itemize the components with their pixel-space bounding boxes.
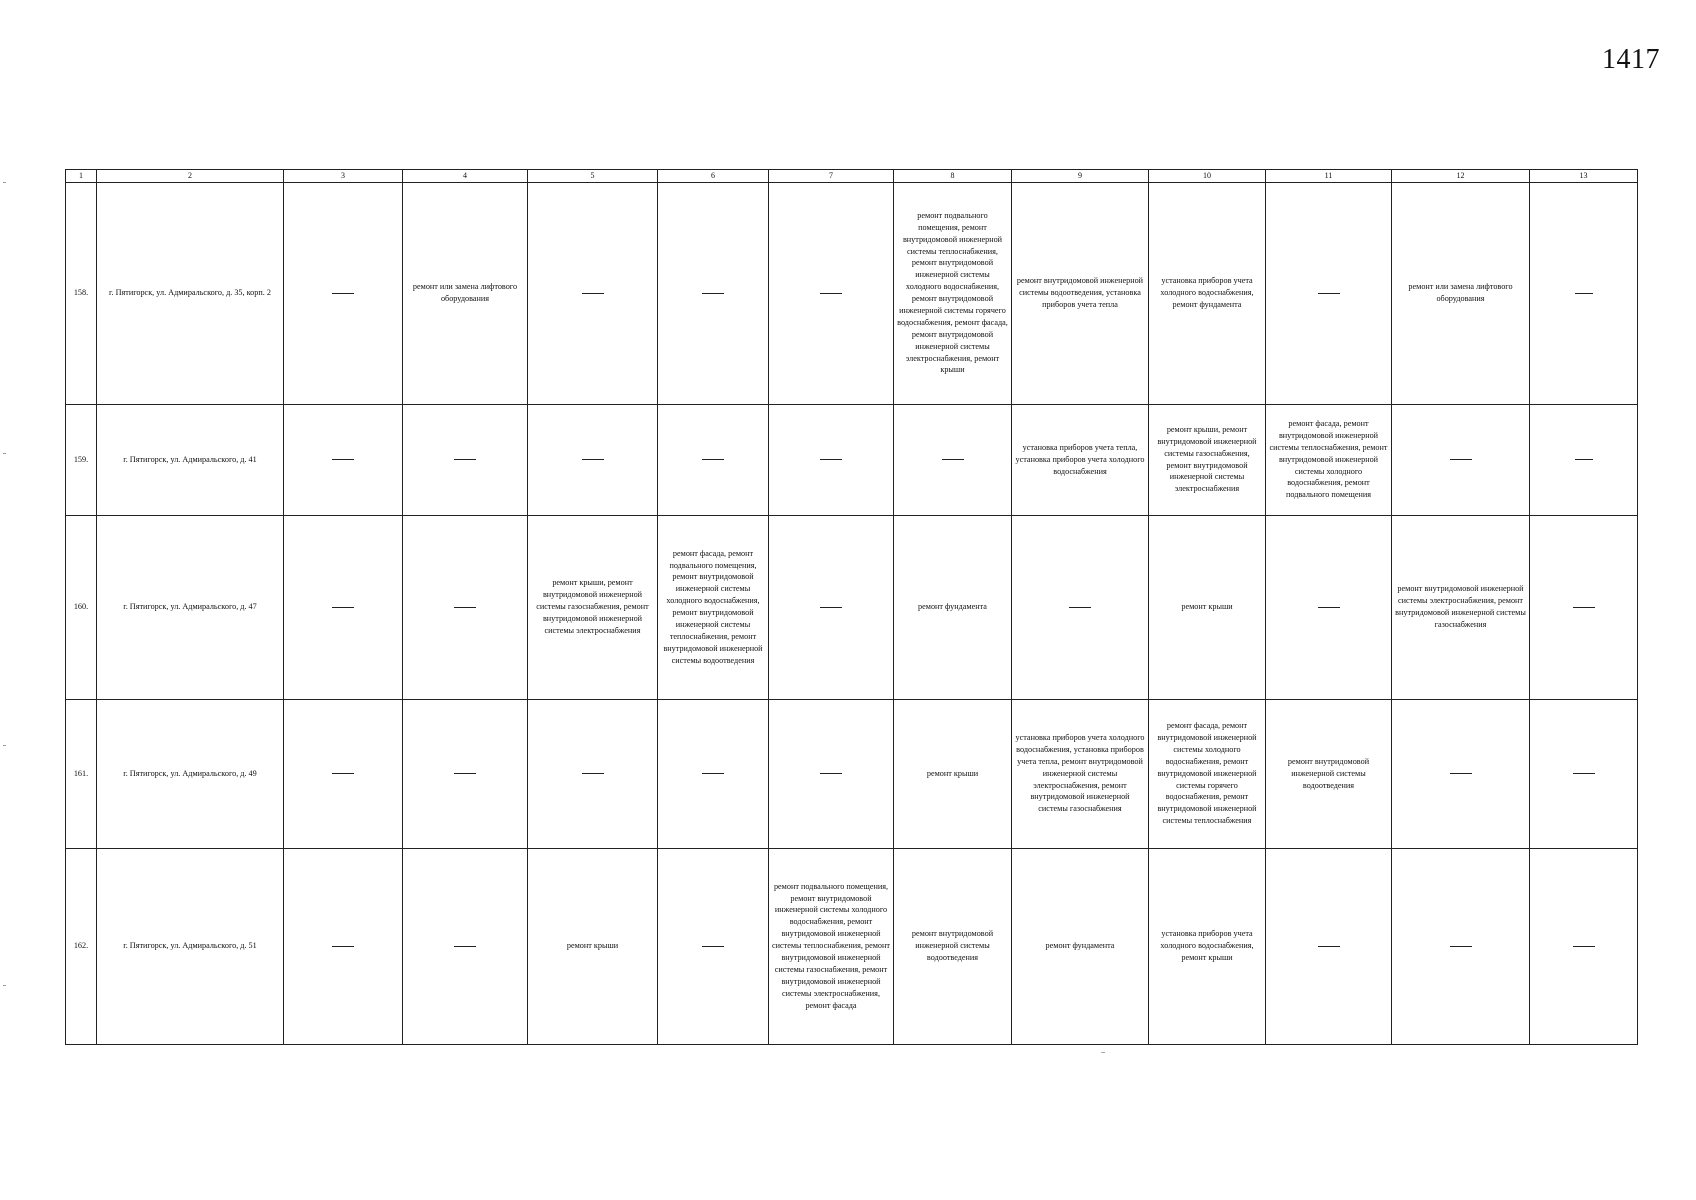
column-header: 10 [1149,170,1266,183]
work-cell: ремонт внутридомовой инженерной системы водоотведения [894,848,1012,1044]
dash-mark [582,459,604,460]
column-header: 12 [1392,170,1530,183]
column-header: 1 [66,170,97,183]
empty-cell [1266,515,1392,699]
repair-schedule-table [65,169,1638,1045]
dash-mark [1573,946,1595,947]
row-number: 161. [66,699,97,848]
work-cell: установка приборов учета холодного водоснабжения, ремонт крыши [1149,848,1266,1044]
address-cell: г. Пятигорск, ул. Адмиральского, д. 47 [97,515,284,699]
dash-mark [1575,459,1593,460]
table-row [66,848,1638,1044]
work-cell: ремонт или замена лифтового оборудования [403,182,528,404]
dash-mark [1069,607,1091,608]
empty-cell [658,699,769,848]
work-cell: ремонт фасада, ремонт подвального помещения, ремонт внутридомовой инженерной системы холодного водоснабжения, ремонт внутридомовой инженерной системы теплоснабжения, ремонт внутридомовой инженерной системы водоотведения [658,515,769,699]
work-cell: установка приборов учета холодного водоснабжения, установка приборов учета тепла, ремонт внутридомовой инженерной системы электроснабжения, ремонт внутридомовой инженерной системы газоснабжения [1012,699,1149,848]
dash-mark [582,773,604,774]
empty-cell [528,182,658,404]
empty-cell [769,699,894,848]
scan-mark [3,985,6,986]
column-header: 7 [769,170,894,183]
dash-mark [820,773,842,774]
work-cell: ремонт внутридомовой инженерной системы водоотведения, установка приборов учета тепла [1012,182,1149,404]
dash-mark [454,607,476,608]
dash-mark [1573,607,1595,608]
table-row [66,515,1638,699]
empty-cell [284,699,403,848]
row-number: 158. [66,182,97,404]
dash-mark [332,459,354,460]
dash-mark [1450,773,1472,774]
dash-mark [702,293,724,294]
empty-cell [658,182,769,404]
column-header: 8 [894,170,1012,183]
empty-cell [284,848,403,1044]
address-cell: г. Пятигорск, ул. Адмиральского, д. 41 [97,404,284,515]
column-header: 2 [97,170,284,183]
table-row [66,182,1638,404]
empty-cell [403,515,528,699]
dash-mark [942,459,964,460]
empty-cell [528,699,658,848]
row-number: 160. [66,515,97,699]
empty-cell [658,404,769,515]
table-row [66,404,1638,515]
work-cell: ремонт подвального помещения, ремонт внутридомовой инженерной системы холодного водоснабжения, ремонт внутридомовой инженерной системы теплоснабжения, ремонт внутридомовой инженерной системы газоснабжения, ремонт внутридомовой инженерной системы электроснабжения, ремонт фасада [769,848,894,1044]
dash-mark [702,459,724,460]
work-cell: ремонт крыши [894,699,1012,848]
empty-cell [769,404,894,515]
empty-cell [1392,404,1530,515]
dash-mark [454,459,476,460]
row-number: 159. [66,404,97,515]
work-cell: ремонт внутридомовой инженерной системы водоотведения [1266,699,1392,848]
work-cell: ремонт фундамента [1012,848,1149,1044]
dash-mark [332,293,354,294]
column-header: 3 [284,170,403,183]
work-cell: ремонт фасада, ремонт внутридомовой инженерной системы теплоснабжения, ремонт внутридомовой инженерной системы холодного водоснабжения, ремонт подвального помещения [1266,404,1392,515]
work-cell: ремонт крыши [528,848,658,1044]
work-cell: ремонт подвального помещения, ремонт внутридомовой инженерной системы теплоснабжения, ремонт внутридомовой инженерной системы холодного водоснабжения, ремонт внутридомовой инженерной системы горячего водоснабжения, ремонт фасада, ремонт внутридомовой инженерной системы электроснабжения, ремонт крыши [894,182,1012,404]
scan-mark [3,182,6,183]
dash-mark [820,459,842,460]
dash-mark [332,773,354,774]
empty-cell [1392,848,1530,1044]
column-header: 6 [658,170,769,183]
dash-mark [1318,293,1340,294]
work-cell: ремонт или замена лифтового оборудования [1392,182,1530,404]
empty-cell [403,848,528,1044]
address-cell: г. Пятигорск, ул. Адмиральского, д. 35, корп. 2 [97,182,284,404]
empty-cell [658,848,769,1044]
empty-cell [1266,182,1392,404]
column-header: 5 [528,170,658,183]
dash-mark [332,946,354,947]
dash-mark [582,293,604,294]
empty-cell [894,404,1012,515]
work-cell: установка приборов учета тепла, установка приборов учета холодного водоснабжения [1012,404,1149,515]
dash-mark [1450,459,1472,460]
dash-mark [1450,946,1472,947]
empty-cell [1530,848,1638,1044]
work-cell: ремонт фасада, ремонт внутридомовой инженерной системы холодного водоснабжения, ремонт внутридомовой инженерной системы горячего водоснабжения, ремонт внутридомовой инженерной системы теплоснабжения [1149,699,1266,848]
column-header: 9 [1012,170,1149,183]
empty-cell [1530,182,1638,404]
column-header: 13 [1530,170,1638,183]
dash-mark [1318,946,1340,947]
dash-mark [702,946,724,947]
dash-mark [1573,773,1595,774]
empty-cell [1530,404,1638,515]
empty-cell [403,699,528,848]
work-cell: ремонт крыши, ремонт внутридомовой инженерной системы газоснабжения, ремонт внутридомовой инженерной системы электроснабжения [1149,404,1266,515]
work-cell: ремонт фундамента [894,515,1012,699]
dash-mark [820,607,842,608]
scan-mark [3,453,6,454]
empty-cell [1266,848,1392,1044]
empty-cell [1392,699,1530,848]
column-header: 11 [1266,170,1392,183]
table-row [66,699,1638,848]
scan-mark [3,745,6,746]
dash-mark [454,946,476,947]
column-header: 4 [403,170,528,183]
empty-cell [769,515,894,699]
column-number-row [66,170,1638,183]
dash-mark [454,773,476,774]
empty-cell [1530,515,1638,699]
empty-cell [284,182,403,404]
address-cell: г. Пятигорск, ул. Адмиральского, д. 51 [97,848,284,1044]
work-cell: ремонт внутридомовой инженерной системы электроснабжения, ремонт внутридомовой инженерной системы газоснабжения [1392,515,1530,699]
work-cell: установка приборов учета холодного водоснабжения, ремонт фундамента [1149,182,1266,404]
dash-mark [1575,293,1593,294]
address-cell: г. Пятигорск, ул. Адмиральского, д. 49 [97,699,284,848]
empty-cell [528,404,658,515]
empty-cell [769,182,894,404]
dash-mark [332,607,354,608]
empty-cell [284,404,403,515]
dash-mark [1318,607,1340,608]
work-cell: ремонт крыши [1149,515,1266,699]
empty-cell [403,404,528,515]
empty-cell [1530,699,1638,848]
work-cell: ремонт крыши, ремонт внутридомовой инженерной системы газоснабжения, ремонт внутридомовой инженерной системы электроснабжения [528,515,658,699]
dash-mark [702,773,724,774]
scan-mark [1101,1052,1105,1053]
empty-cell [1012,515,1149,699]
dash-mark [820,293,842,294]
empty-cell [284,515,403,699]
page-number: 1417 [1602,44,1660,75]
row-number: 162. [66,848,97,1044]
